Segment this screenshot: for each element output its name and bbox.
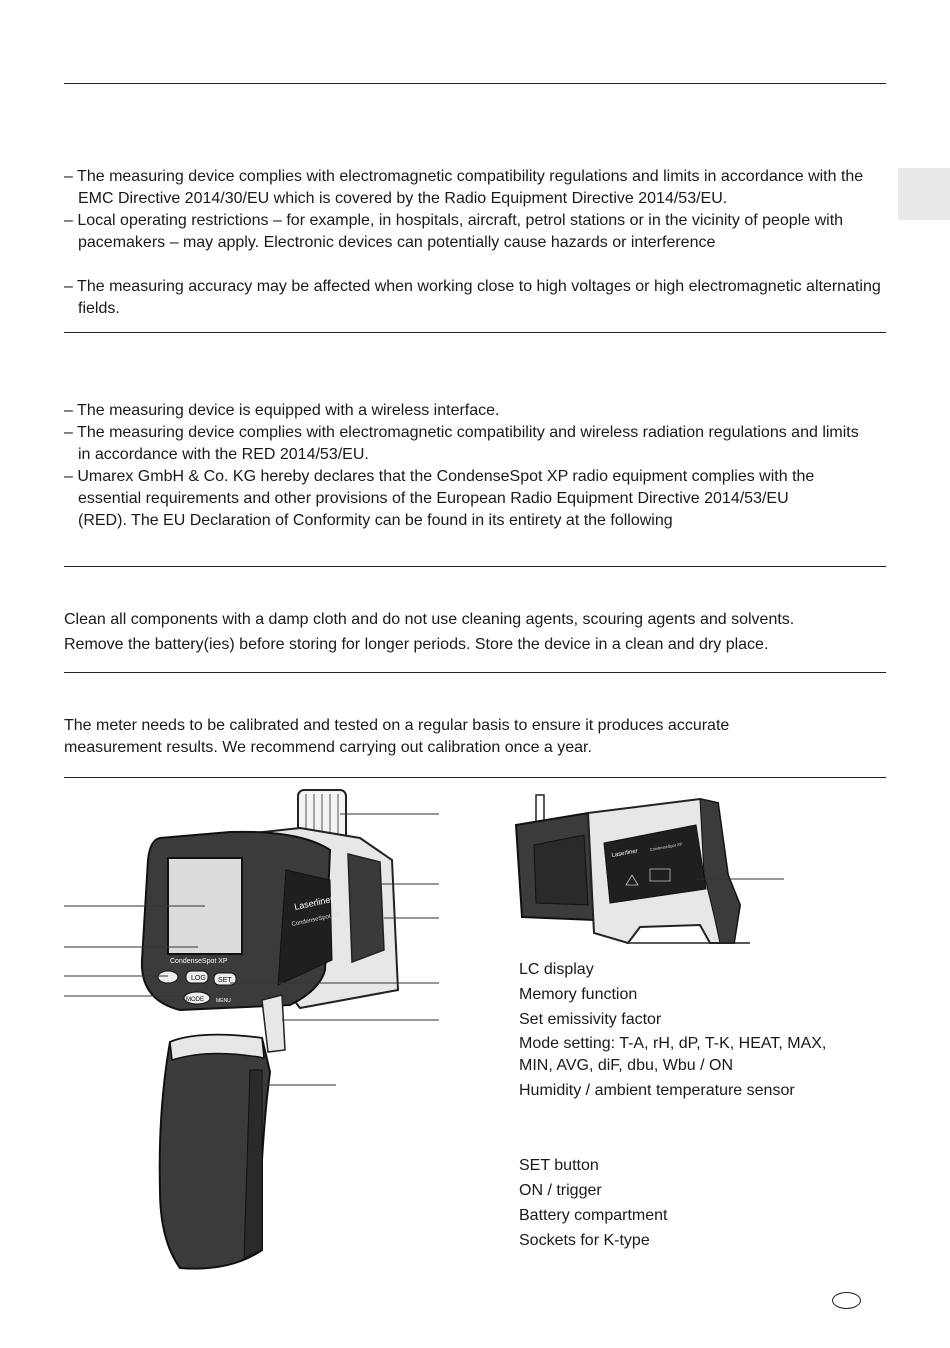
emc-bullet: – The measuring device complies with electromagnetic compatibility regulations and limits in accordance with the EMC Directive 2014/30/EU which is covered by the Radio Equipment Directive 2014/53/EU.	[64, 168, 864, 207]
section-rule	[64, 83, 886, 84]
calibration-text: The meter needs to be calibrated and tested on a regular basis to ensure it produces accurate measurement results. We recommend carrying out calibration once a year.	[64, 717, 730, 756]
set-button-label: SET	[218, 977, 232, 984]
trigger[interactable]	[262, 995, 285, 1052]
legend-item: Battery compartment	[519, 1206, 668, 1224]
legend-item: LC display	[519, 961, 594, 978]
radio-section	[64, 400, 864, 532]
section-rule	[64, 777, 886, 778]
section-rule	[64, 672, 886, 673]
calibration-section	[64, 715, 824, 759]
legend-item: Humidity / ambient temperature sensor	[519, 1082, 795, 1100]
side-brand: Laserliner	[293, 893, 335, 912]
section-rule	[64, 566, 886, 567]
language-badge	[832, 1292, 861, 1309]
legend-item: Set emissivity factor	[519, 1010, 662, 1028]
legend-item	[519, 1104, 849, 1154]
legend-item: Mode setting: T-A, rH, dP, T-K, HEAT, MAX, MIN, AVG, diF, dbu, Wbu / ON	[519, 1035, 827, 1075]
legend-item: SET button	[519, 1157, 599, 1175]
front-model: CondenseSpot XP	[170, 958, 228, 965]
care-line: Clean all components with a damp cloth and do not use cleaning agents, scouring agents and solvents.	[64, 611, 795, 628]
mode-button-label: MODE	[186, 997, 204, 1003]
language-tab	[898, 168, 950, 220]
emissivity-button[interactable]	[158, 971, 178, 983]
legend-item: Memory function	[519, 985, 638, 1003]
radio-bullet: – The measuring device complies with electromagnetic compatibility and wireless radiation regulations and limits in accordance with the RED 2014/53/EU.	[64, 424, 859, 463]
legend-item: Sockets for K-type	[519, 1231, 650, 1249]
side-model: CondenseSpot XP	[291, 911, 341, 928]
log-button-label: LOG	[191, 975, 206, 982]
emc-section	[64, 166, 894, 320]
menu-label: MENU	[216, 998, 231, 1004]
care-line: Remove the battery(ies) before storing for longer periods. Store the device in a clean and dry place.	[64, 636, 769, 653]
rear-model: CondenseSpot XP	[649, 841, 683, 852]
rear-brand: Laserliner	[611, 848, 639, 859]
emc-bullet: – The measuring accuracy may be affected when working close to high voltages or high electromagnetic alternating fields.	[64, 278, 881, 317]
device-front-illustration	[0, 780, 450, 1280]
device-rear-illustration	[500, 785, 800, 950]
emc-bullet: – Local operating restrictions – for example, in hospitals, aircraft, petrol stations or in the vicinity of people with pacemakers – may apply. Electronic devices can potentially cause hazards or interference	[64, 212, 844, 251]
radio-bullet: – The measuring device is equipped with a wireless interface.	[64, 402, 500, 419]
legend-item: ON / trigger	[519, 1181, 602, 1199]
radio-bullet: – Umarex GmbH & Co. KG hereby declares that the CondenseSpot XP radio equipment complies with the essential requirements and other provisions of the European Radio Equipment Directive 2014/53/EU (RED). The EU Declaration of Conformity can be found in its entirety at the following	[64, 468, 815, 529]
section-rule	[64, 332, 886, 333]
component-legend	[519, 958, 849, 1253]
care-section	[64, 609, 904, 656]
